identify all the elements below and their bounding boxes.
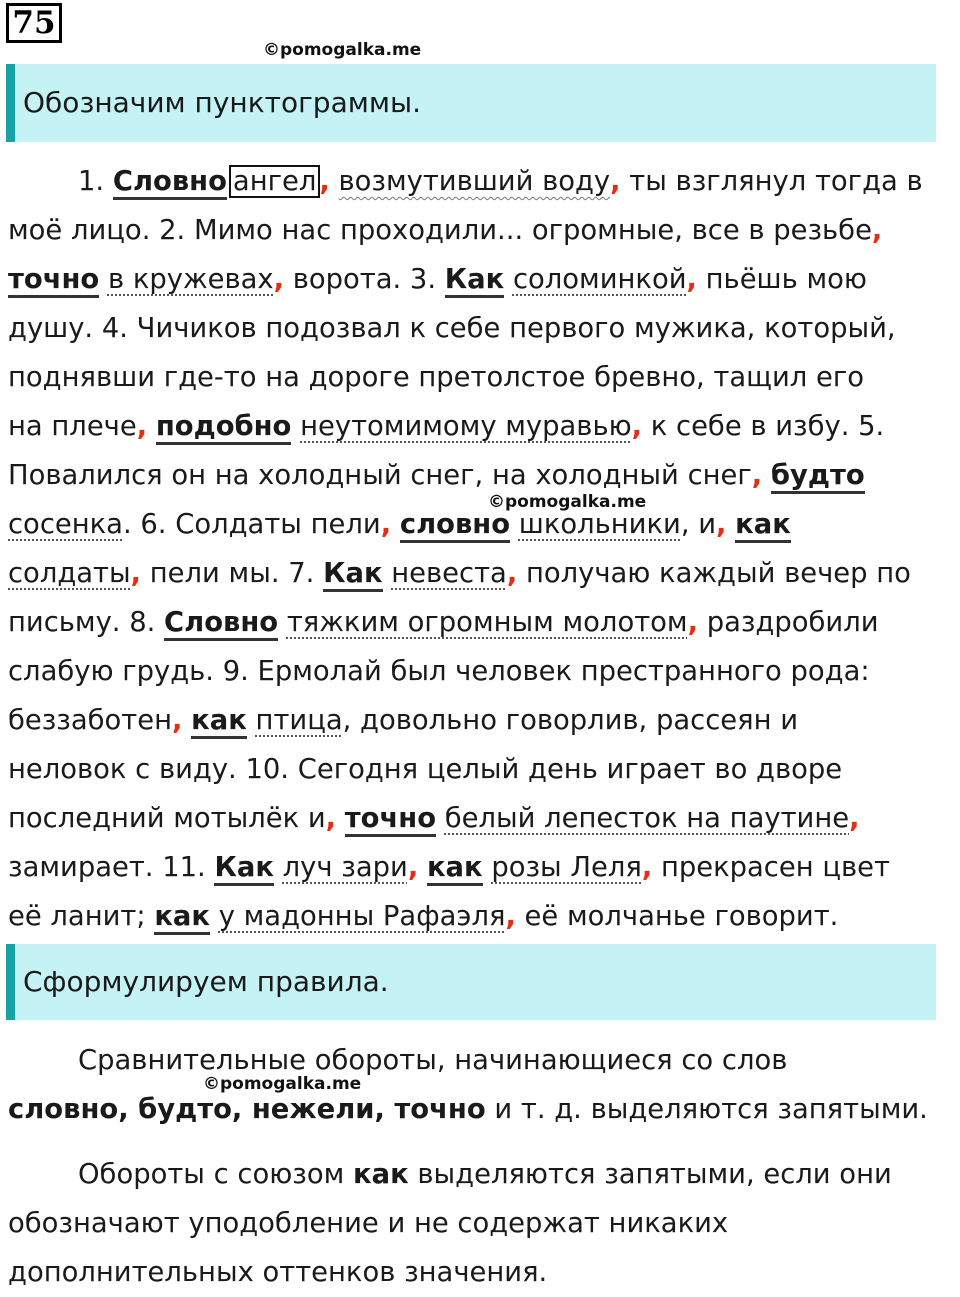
text-line: замирает. 11. Как луч зари, как розы Леля, прекрасен цвет [8,843,954,892]
exercise-text [8,157,954,941]
text-line: последний мотылёк и, точно белый лепесток на паутине, [8,794,954,843]
text-line: поднявши где-то на дороге претолстое бревно, тащил его [8,362,864,393]
text-line: душу. 4. Чичиков подозвал к себе первого мужика, который, [8,313,896,344]
rule-1-rest: и т. д. выделяются запятыми. [494,1094,928,1125]
rule-2-line-1 [8,1150,954,1199]
text-line: Повалился он на холодный снег, на холодный снег, будто [8,451,954,500]
text-line: солдаты, пели мы. 7. Как невеста, получаю каждый вечер по [8,549,954,598]
rule-1 [8,1036,954,1134]
rule-1-keywords: словно, будто, нежели, точно [8,1094,486,1125]
watermark: ©pomogalka.me [488,492,647,512]
rule-2-keyword: как [353,1159,409,1190]
rule-2 [8,1150,954,1297]
text-line: на плече, подобно неутомимому муравью, к себе в избу. 5. [8,402,954,451]
text-line: слабую грудь. 9. Ермолай был человек престранного рода: [8,656,870,687]
section-banner-rules: Сформулируем правила. [6,944,936,1020]
text-line: моё лицо. 2. Мимо нас проходили... огромные, все в резьбе, [8,215,883,246]
rule-1-line-1: Сравнительные обороты, начинающиеся со слов [78,1045,788,1076]
rule-2-part-b: выделяются запятыми, если они [417,1159,892,1190]
text-line: точно в кружевах, ворота. 3. Как соломинкой, пьёшь мою [8,255,954,304]
text-line: письму. 8. Словно тяжким огромным молотом, раздробили [8,598,954,647]
section-banner-punctograms: Обозначим пунктограммы. [6,64,936,142]
text-line: неловок с виду. 10. Сегодня целый день играет во дворе [8,754,843,785]
text-line: её ланит; как у мадонны Рафаэля, её молчанье говорит. [8,892,954,941]
watermark: ©pomogalka.me [203,1074,362,1094]
text-line: сосенка. 6. Солдаты пели, словно школьники, и, как [8,500,954,549]
rule-2-line-3: дополнительных оттенков значения. [8,1257,548,1288]
rule-2-line-2: обозначают уподобление и не содержат никаких [8,1208,729,1239]
rule-2-part-a: Обороты с союзом [78,1159,345,1190]
watermark: ©pomogalka.me [263,40,422,60]
rule-1-line-2 [8,1085,954,1134]
task-number: 75 [6,3,62,43]
text-line: беззаботен, как птица, довольно говорлив, рассеян и [8,696,954,745]
text-line: 1. Словно ангел , возмутивший воду, ты взглянул тогда в [8,157,954,206]
